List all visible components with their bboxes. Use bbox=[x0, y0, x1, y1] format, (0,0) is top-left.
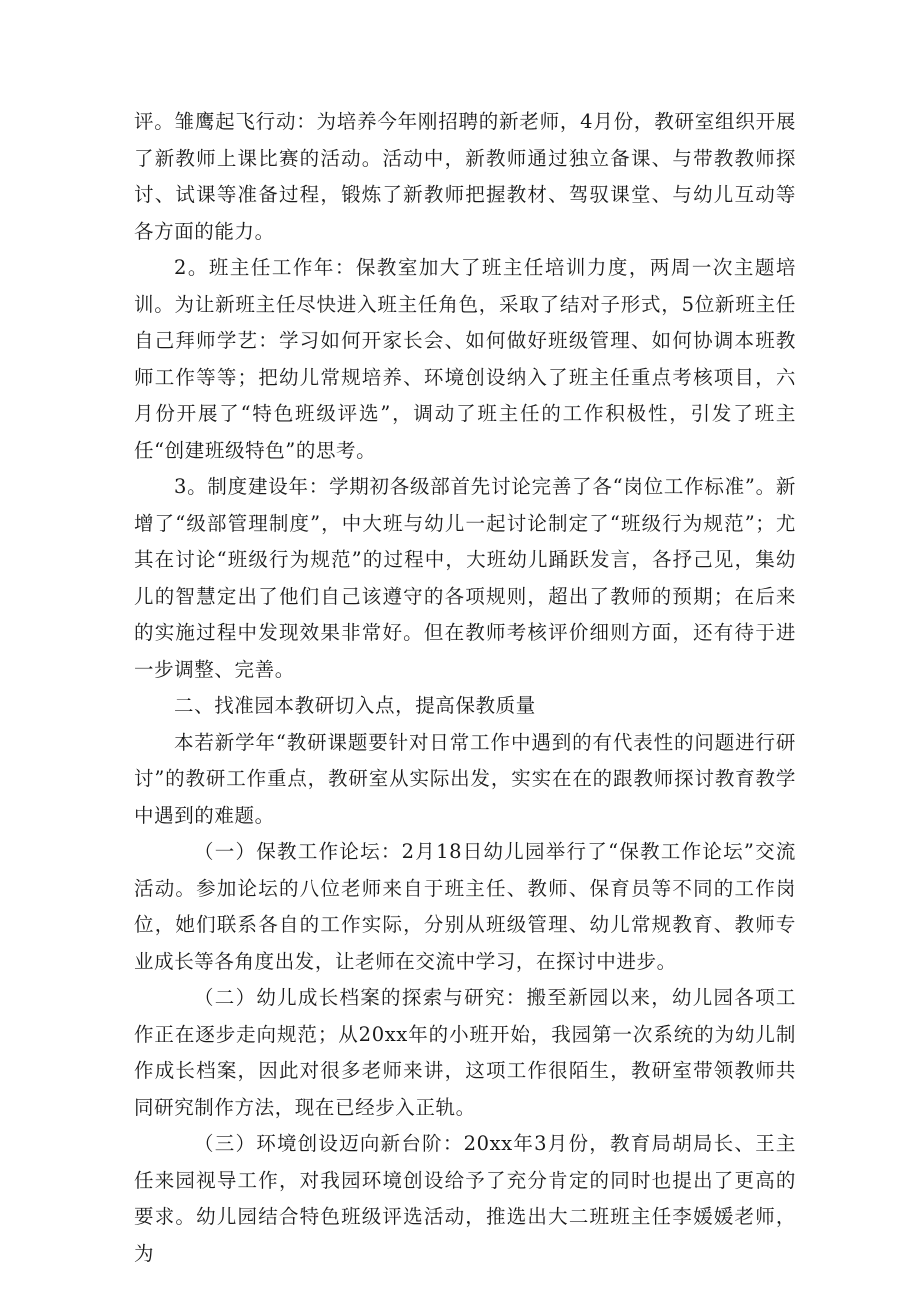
paragraph-research-focus: 本若新学年“教研课题要针对日常工作中遇到的有代表性的问题进行研讨”的教研工作重点，教研室从实际出发，实实在在的跟教师探讨教育教学中遇到的难题。 bbox=[134, 730, 796, 827]
paragraph-eagle-action: 评。雏鹰起飞行动：为培养今年刚招聘的新老师，4月份，教研室组织开展了新教师上课比赛的活动。活动中，新教师通过独立备课、与带教教师探讨、试课等准备过程，锻炼了新教师把握教材、驾驭课堂、与幼儿互动等各方面的能力。 bbox=[134, 110, 796, 243]
paragraph-environment: （三）环境创设迈向新台阶：20xx年3月份，教育局胡局长、王主任来园视导工作，对我园环境创设给予了充分肯定的同时也提出了更高的要求。幼儿园结合特色班级评选活动，推选出大二班班主任李媛媛老师，为 bbox=[134, 1132, 796, 1265]
paragraph-system-building-year: 3。制度建设年：学期初各级部首先讨论完善了各“岗位工作标准”。新增了“级部管理制度”，中大班与幼儿一起讨论制定了“班级行为规范”；尤其在讨论“班级行为规范”的过程中，大班幼儿踊跃发言，各抒己见，集幼儿的智慧定出了他们自己该遵守的各项规则，超出了教师的预期；在后来的实施过程中发现效果非常好。但在教师考核评价细则方面，还有待于进一步调整、完善。 bbox=[134, 475, 796, 681]
paragraph-growth-archive: （二）幼儿成长档案的探索与研究：搬至新园以来，幼儿园各项工作正在逐步走向规范；从20xx年的小班开始，我园第一次系统的为幼儿制作成长档案，因此对很多老师来讲，这项工作很陌生，教研室带领教师共同研究制作方法，现在已经步入正轨。 bbox=[134, 986, 796, 1119]
section-heading-research: 二、找准园本教研切入点，提高保教质量 bbox=[174, 694, 536, 717]
paragraph-forum: （一）保教工作论坛：2月18日幼儿园举行了“保教工作论坛”交流活动。参加论坛的八位老师来自于班主任、教师、保育员等不同的工作岗位，她们联系各自的工作实际，分别从班级管理、幼儿常规教育、教师专业成长等各角度出发，让老师在交流中学习，在探讨中进步。 bbox=[134, 840, 796, 973]
document-body bbox=[134, 104, 796, 1272]
paragraph-head-teacher-year: 2。班主任工作年：保教室加大了班主任培训力度，两周一次主题培训。为让新班主任尽快进入班主任角色，采取了结对子形式，5位新班主任自己拜师学艺：学习如何开家长会、如何做好班级管理、如何协调本班教师工作等等；把幼儿常规培养、环境创设纳入了班主任重点考核项目，六月份开展了“特色班级评选”，调动了班主任的工作积极性，引发了班主任“创建班级特色”的思考。 bbox=[134, 256, 796, 462]
